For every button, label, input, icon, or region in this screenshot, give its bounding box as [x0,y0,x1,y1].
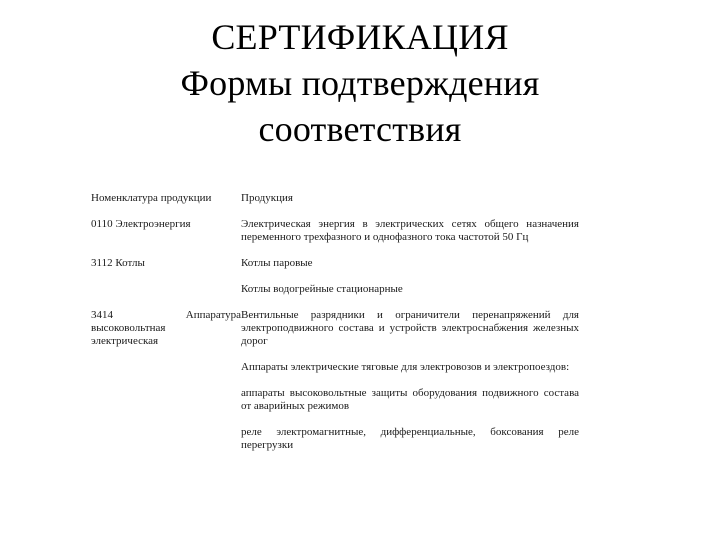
table-row [91,309,581,452]
product-item: Аппараты электрические тяговые для электровозов и электропоездов: [241,361,570,373]
slide-title [0,14,720,152]
header-products: Продукция [241,192,293,204]
row-code: 0110 Электроэнергия [91,218,191,230]
product-item: Вентильные разрядники и ограничители перенапряжений для электроподвижного состава и устройств электроснабжения железных дорог [241,309,579,347]
product-nomenclature-table [91,192,581,452]
product-item: Котлы водогрейные стационарные [241,283,403,295]
title-line-2: Формы подтверждения [180,63,540,103]
code-word: Аппаратура [185,309,241,321]
code-number: 3414 [91,309,113,321]
title-line-3: соответствия [258,109,462,149]
product-item: аппараты высоковольтные защиты оборудования подвижного состава от аварийных режимов [241,387,579,412]
product-item: Котлы паровые [241,257,313,269]
row-products [241,218,579,244]
code-word: высоковольтная [91,322,166,334]
table-row [91,257,581,296]
header-nomenclature: Номенклатура продукции [91,192,212,204]
row-products [241,309,579,452]
product-item: реле электромагнитные, дифференциальные, боксования реле перегрузки [241,426,579,451]
title-line-1: СЕРТИФИКАЦИЯ [211,17,509,57]
table-header [91,192,581,205]
product-item: Электрическая энергия в электрических сетях общего назначения переменного трехфазного и однофазного тока частотой 50 Гц [241,218,579,243]
row-products [241,257,579,296]
code-word: электрическая [91,335,159,347]
row-code: 3112 Котлы [91,257,145,269]
table-row [91,218,581,244]
row-code [91,309,241,452]
